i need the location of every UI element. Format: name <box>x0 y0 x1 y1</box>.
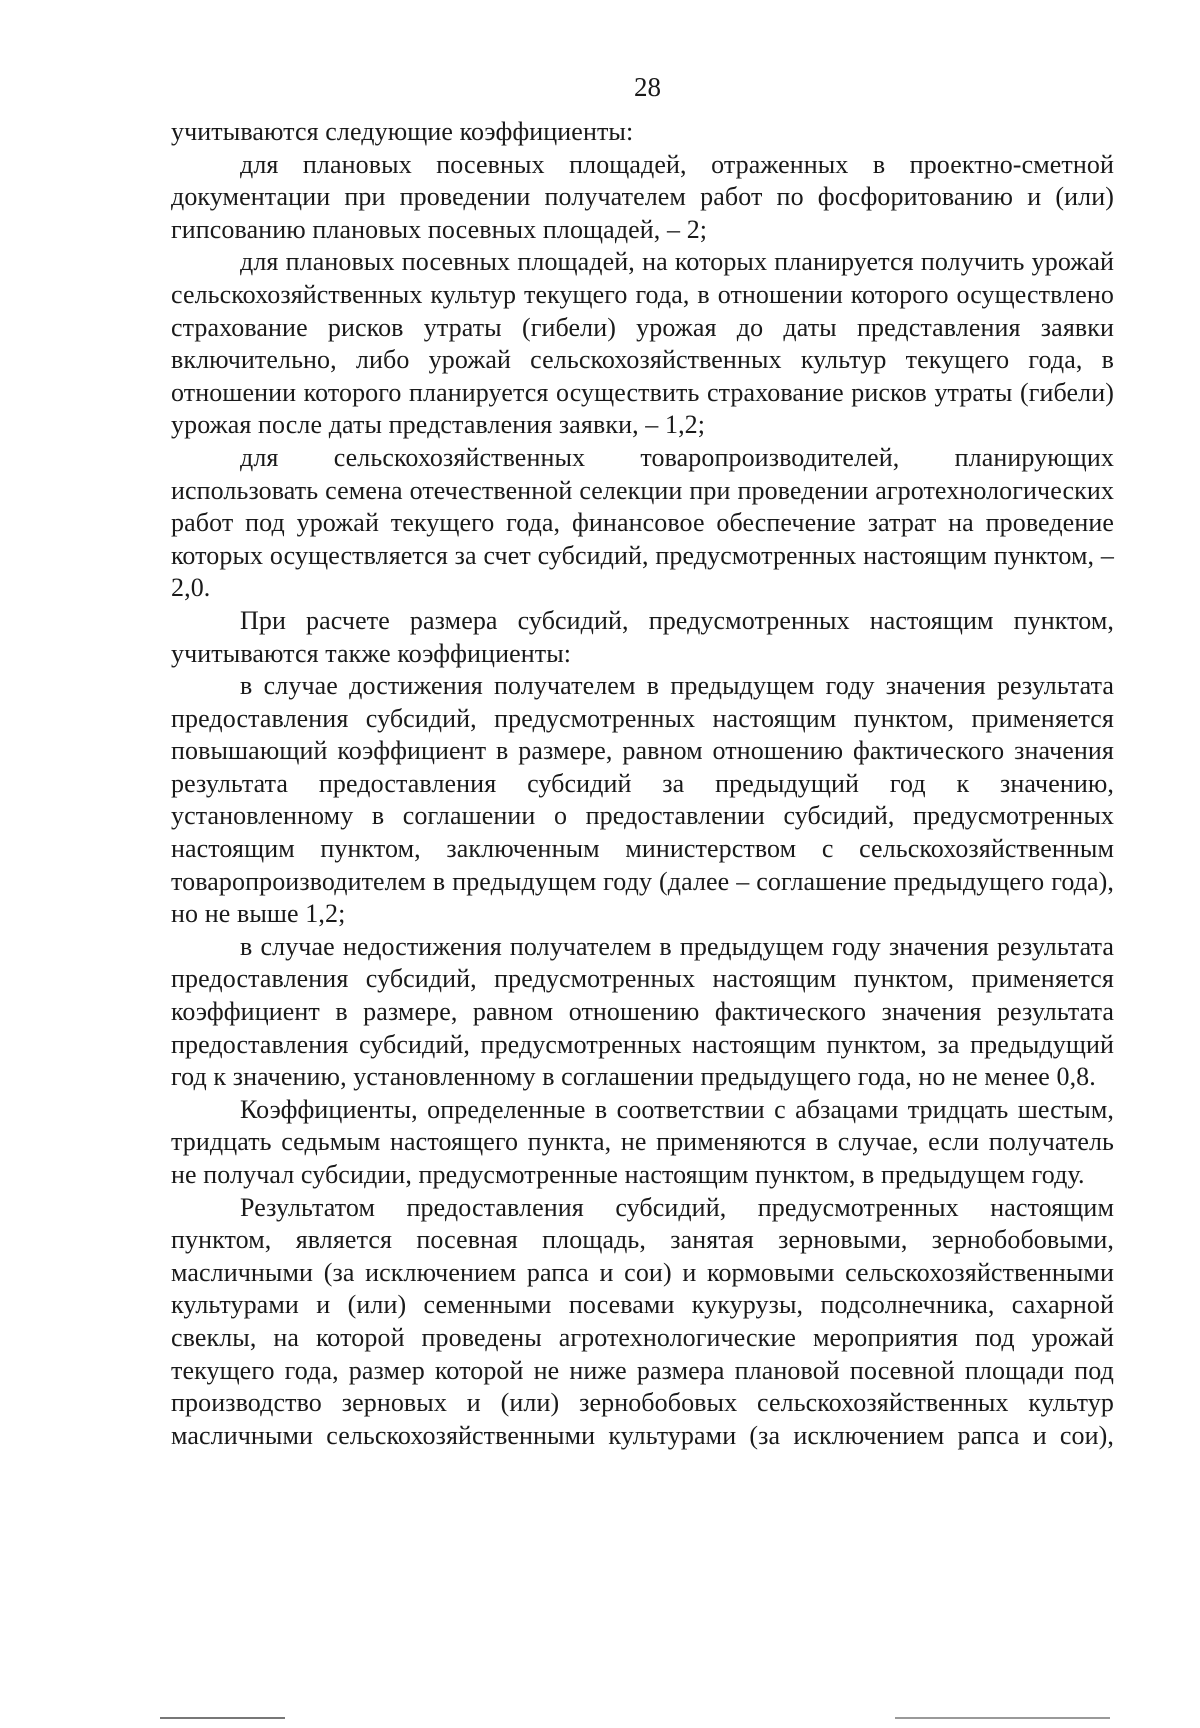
paragraph-3: для плановых посевных площадей, на которых планируется получить урожай сельскохозяйственных культур текущего года, в отношении которого осуществлено страхование рисков утраты (гибели) урожая до даты представления заявки включительно, либо урожай сельскохозяйственных культур текущего года, в отношении которого планируется осуществить страхование рисков утраты (гибели) урожая после даты представления заявки, – 1,2; <box>171 247 1114 440</box>
page-number: 28 <box>634 72 661 102</box>
paragraph-8: Коэффициенты, определенные в соответствии с абзацами тридцать шестым, тридцать седьмым настоящего пункта, не применяются в случае, если получатель не получал субсидии, предусмотренные настоящим пунктом, в предыдущем году. <box>171 1094 1114 1189</box>
document-page <box>171 70 1114 1452</box>
paragraph-5: При расчете размера субсидий, предусмотренных настоящим пунктом, учитываются также коэффициенты: <box>171 605 1114 668</box>
paragraph-6: в случае достижения получателем в предыдущем году значения результата предоставления субсидий, предусмотренных настоящим пунктом, применяется повышающий коэффициент в размере, равном отношению фактического значения результата предоставления субсидий за предыдущий год к значению, установленному в соглашении о предоставлении субсидий, предусмотренных настоящим пунктом, заключенным министерством с сельскохозяйственным товаропроизводителем в предыдущем году (далее – соглашение предыдущего года), но не выше 1,2; <box>171 671 1114 929</box>
paragraph-2: для плановых посевных площадей, отраженных в проектно-сметной документации при проведении получателем работ по фосфоритованию и (или) гипсованию плановых посевных площадей, – 2; <box>171 149 1114 244</box>
paragraph-9: Результатом предоставления субсидий, предусмотренных настоящим пунктом, является посевная площадь, занятая зерновыми, зернобобовыми, масличными (за исключением рапса и сои) и кормовыми сельскохозяйственными культурами и (или) семенными посевами кукурузы, подсолнечника, сахарной свеклы, на которой проведены агротехнологические мероприятия под урожай текущего года, размер которой не ниже размера плановой посевной площади под производство зерновых и (или) зернобобовых сельскохозяйственных культур масличными сельскохозяйственными культурами (за исключением рапса и сои), <box>171 1192 1114 1450</box>
scan-artifact-left <box>160 1717 285 1719</box>
paragraph-1: учитываются следующие коэффициенты: <box>171 117 634 146</box>
paragraph-7: в случае недостижения получателем в предыдущем году значения результата предоставления субсидий, предусмотренных настоящим пунктом, применяется коэффициент в размере, равном отношению фактического значения результата предоставления субсидий, предусмотренных настоящим пунктом, за предыдущий год к значению, установленному в соглашении предыдущего года, но не менее 0,8. <box>171 931 1114 1092</box>
scan-artifact-right <box>895 1717 1110 1719</box>
paragraph-4: для сельскохозяйственных товаропроизводителей, планирующих использовать семена отечественной селекции при проведении агротехнологических работ под урожай текущего года, финансовое обеспечение затрат на проведение которых осуществляется за счет субсидий, предусмотренных настоящим пунктом, – 2,0. <box>171 442 1114 603</box>
